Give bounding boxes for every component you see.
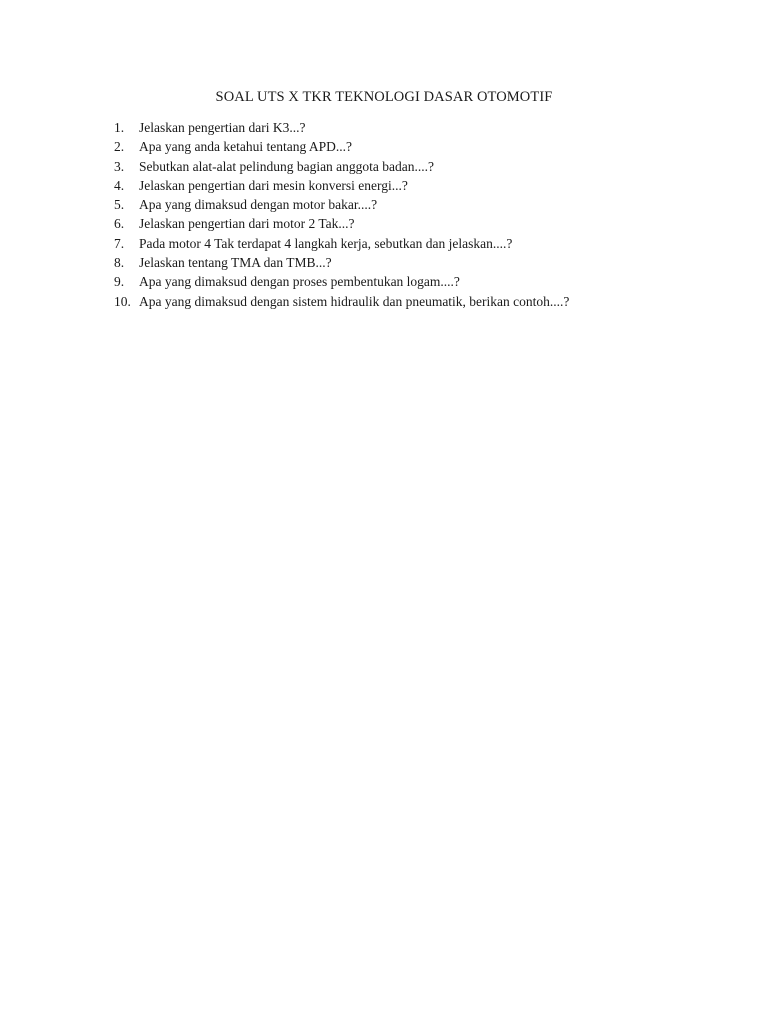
question-text: Jelaskan pengertian dari mesin konversi energi...? [139, 177, 408, 193]
question-text: Pada motor 4 Tak terdapat 4 langkah kerja, sebutkan dan jelaskan....? [139, 235, 513, 251]
question-number: 4. [114, 177, 125, 193]
question-number: 2. [114, 139, 125, 155]
question-item-5 [114, 195, 734, 214]
question-text: Apa yang anda ketahui tentang APD...? [139, 139, 352, 155]
question-number: 9. [114, 274, 125, 290]
question-number: 3. [114, 158, 125, 174]
question-text: Jelaskan tentang TMA dan TMB...? [139, 255, 332, 271]
question-text: Apa yang dimaksud dengan motor bakar....? [139, 197, 378, 213]
question-text: Jelaskan pengertian dari motor 2 Tak...? [139, 216, 355, 232]
question-number: 1. [114, 120, 125, 135]
question-item-3 [114, 157, 734, 176]
question-item-1 [114, 118, 734, 137]
question-list [114, 118, 734, 311]
question-text: Jelaskan pengertian dari K3...? [139, 120, 306, 135]
question-text: Apa yang dimaksud dengan proses pembentukan logam....? [139, 274, 460, 290]
question-item-8 [114, 253, 734, 272]
question-item-7 [114, 234, 734, 253]
question-number: 6. [114, 216, 125, 232]
question-number: 10. [114, 293, 131, 309]
question-item-2 [114, 137, 734, 156]
question-number: 5. [114, 197, 125, 213]
question-text: Sebutkan alat-alat pelindung bagian anggota badan....? [139, 158, 435, 174]
document-title: SOAL UTS X TKR TEKNOLOGI DASAR OTOMOTIF [215, 89, 553, 105]
question-item-9 [114, 272, 734, 291]
question-item-4 [114, 176, 734, 195]
question-item-6 [114, 214, 734, 233]
question-number: 7. [114, 235, 125, 251]
question-item-10 [114, 292, 734, 311]
question-number: 8. [114, 255, 125, 271]
question-text: Apa yang dimaksud dengan sistem hidraulik dan pneumatik, berikan contoh....? [139, 293, 570, 309]
